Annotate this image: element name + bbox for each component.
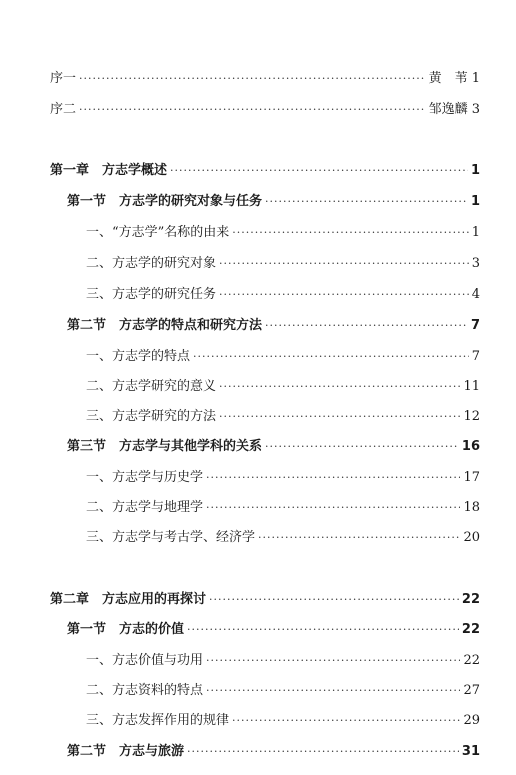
item-label: 二、方志学与地理学 bbox=[86, 500, 204, 515]
item-label: 二、方志学的研究对象 bbox=[86, 256, 217, 271]
entry-page: 16 bbox=[461, 439, 480, 454]
dot-leader bbox=[219, 255, 469, 273]
dot-leader bbox=[265, 317, 468, 335]
dot-leader bbox=[258, 529, 460, 547]
dot-leader bbox=[79, 70, 426, 88]
entry-page: 11 bbox=[463, 379, 480, 394]
section-title: 第一节 方志学的研究对象与任务 bbox=[67, 194, 263, 209]
toc-entry-item bbox=[86, 408, 480, 426]
toc-entry-item bbox=[86, 348, 480, 366]
dot-leader bbox=[232, 712, 460, 730]
entry-page: 18 bbox=[463, 500, 480, 515]
dot-leader bbox=[187, 621, 459, 639]
section-title: 第二节 方志与旅游 bbox=[67, 744, 185, 759]
dot-leader bbox=[219, 286, 469, 304]
toc-entry-item bbox=[86, 255, 480, 273]
item-label: 一、方志学与历史学 bbox=[86, 470, 204, 485]
toc-entry-section bbox=[67, 438, 480, 456]
toc-entry-item bbox=[86, 529, 480, 547]
dot-leader bbox=[232, 224, 468, 242]
section-title: 第三节 方志学与其他学科的关系 bbox=[67, 439, 263, 454]
dot-leader bbox=[206, 682, 460, 700]
dot-leader bbox=[219, 378, 460, 396]
item-label: 三、方志发挥作用的规律 bbox=[86, 713, 230, 728]
toc-entry-item bbox=[86, 652, 480, 670]
toc-entry-section bbox=[67, 193, 480, 211]
toc-entry-section bbox=[67, 621, 480, 639]
toc-entry-section bbox=[67, 317, 480, 335]
toc-entry-preface-2 bbox=[50, 101, 480, 119]
toc-entry-item bbox=[86, 286, 480, 304]
entry-page: 邹逸麟 3 bbox=[428, 102, 480, 117]
chapter-title: 第一章 方志学概述 bbox=[50, 163, 168, 178]
entry-page: 1 bbox=[470, 194, 480, 209]
entry-page: 22 bbox=[461, 592, 480, 607]
section-title: 第二节 方志学的特点和研究方法 bbox=[67, 318, 263, 333]
entry-page: 12 bbox=[463, 409, 480, 424]
toc-entry-item bbox=[86, 499, 480, 517]
chapter-title: 第二章 方志应用的再探讨 bbox=[50, 592, 207, 607]
entry-page: 29 bbox=[463, 713, 480, 728]
entry-page: 27 bbox=[463, 683, 480, 698]
entry-page: 7 bbox=[471, 349, 480, 364]
toc-entry-item bbox=[86, 469, 480, 487]
item-label: 二、方志资料的特点 bbox=[86, 683, 204, 698]
dot-leader bbox=[79, 101, 426, 119]
entry-page: 7 bbox=[470, 318, 480, 333]
entry-page: 1 bbox=[470, 163, 480, 178]
dot-leader bbox=[193, 348, 469, 366]
dot-leader bbox=[206, 499, 460, 517]
item-label: 一、方志价值与功用 bbox=[86, 653, 204, 668]
dot-leader bbox=[170, 162, 468, 180]
dot-leader bbox=[187, 743, 459, 761]
item-label: 二、方志学研究的意义 bbox=[86, 379, 217, 394]
toc-entry-item bbox=[86, 712, 480, 730]
dot-leader bbox=[265, 438, 459, 456]
item-label: 三、方志学的研究任务 bbox=[86, 287, 217, 302]
toc-entry-section bbox=[67, 743, 480, 761]
dot-leader bbox=[209, 591, 459, 609]
entry-page: 黄 苇 1 bbox=[428, 71, 480, 86]
entry-page: 1 bbox=[471, 225, 480, 240]
toc-entry-preface-1 bbox=[50, 70, 480, 88]
entry-page: 20 bbox=[463, 530, 480, 545]
item-label: 三、方志学研究的方法 bbox=[86, 409, 217, 424]
entry-page: 31 bbox=[461, 744, 480, 759]
item-label: 三、方志学与考古学、经济学 bbox=[86, 530, 256, 545]
toc-entry-chapter-1 bbox=[50, 162, 480, 180]
entry-page: 4 bbox=[471, 287, 480, 302]
entry-page: 17 bbox=[463, 470, 480, 485]
dot-leader bbox=[219, 408, 460, 426]
item-label: 一、“方志学”名称的由来 bbox=[86, 225, 230, 240]
toc-entry-item bbox=[86, 224, 480, 242]
toc-entry-item bbox=[86, 682, 480, 700]
entry-page: 22 bbox=[463, 653, 480, 668]
dot-leader bbox=[206, 652, 460, 670]
entry-label: 序一 bbox=[50, 71, 77, 86]
item-label: 一、方志学的特点 bbox=[86, 349, 191, 364]
entry-page: 22 bbox=[461, 622, 480, 637]
toc-entry-item bbox=[86, 378, 480, 396]
section-title: 第一节 方志的价值 bbox=[67, 622, 185, 637]
dot-leader bbox=[265, 193, 468, 211]
entry-page: 3 bbox=[471, 256, 480, 271]
toc-entry-chapter-2 bbox=[50, 591, 480, 609]
entry-label: 序二 bbox=[50, 102, 77, 117]
dot-leader bbox=[206, 469, 460, 487]
